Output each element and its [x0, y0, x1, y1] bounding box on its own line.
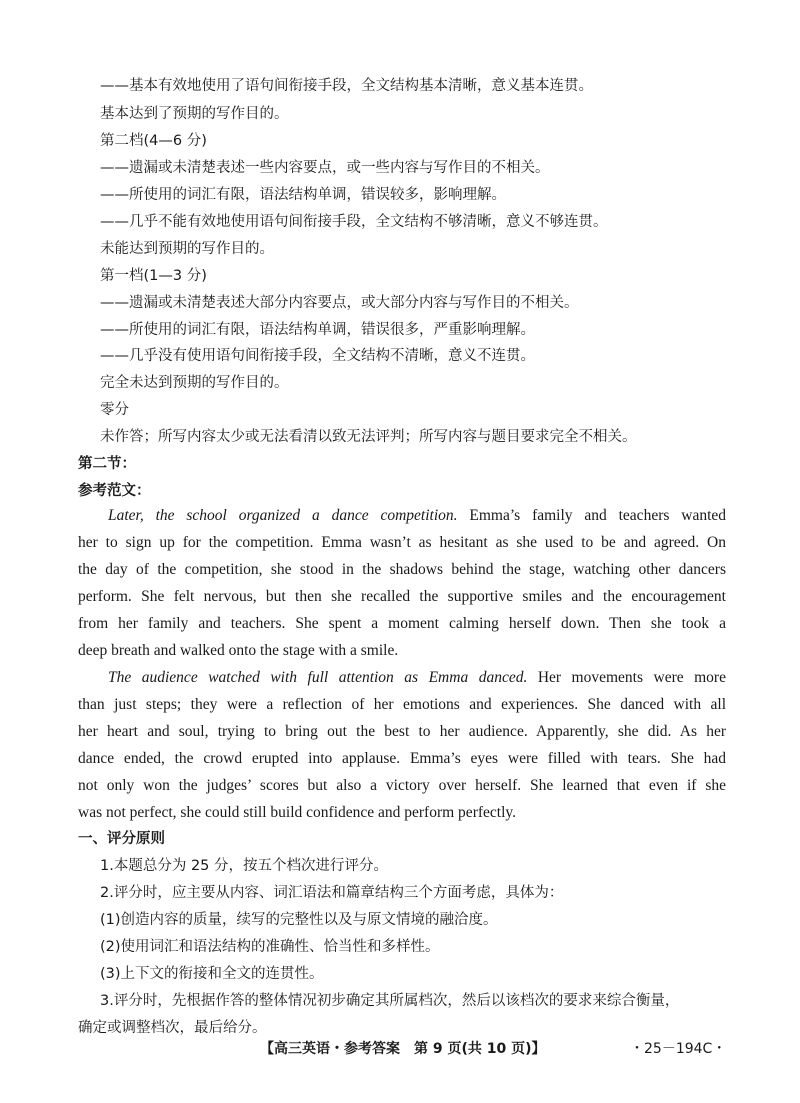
- grade1-criterion-content: ——遗漏或未清楚表述大部分内容要点，或大部分内容与写作目的不相关。: [100, 295, 579, 311]
- grade0-description: 未作答；所写内容太少或无法看清以致无法评判；所写内容与题目要求完全不相关。: [100, 429, 637, 445]
- principle-total-score: 1.本题总分为 25 分，按五个档次进行评分。: [100, 858, 389, 874]
- grade1-criterion-coherence: ——几乎没有使用语句间衔接手段，全文结构不清晰，意义不连贯。: [100, 348, 535, 364]
- given-opening-sentence: The audience watched with full attention as Emma danced.: [108, 669, 528, 686]
- grade3-criterion-coherence: ——基本有效地使用了语句间衔接手段，全文结构基本清晰，意义基本连贯。: [100, 78, 593, 94]
- paragraph-line: than just steps; they were a reflection of her emotions and experiences. She danced with all: [78, 696, 726, 713]
- page-footer: [0, 1038, 800, 1060]
- principle-aspects: 2.评分时，应主要从内容、词汇语法和篇章结构三个方面考虑，具体为：: [100, 885, 564, 901]
- grade2-criterion-language: ——所使用的词汇有限，语法结构单调，错误较多，影响理解。: [100, 187, 506, 203]
- paragraph-line: from her family and teachers. She spent a moment calming herself down. Then she took a: [78, 615, 726, 632]
- grade2-title: 第二档(4—6 分): [100, 133, 207, 149]
- paragraph-line: The audience watched with full attention as Emma danced. Her movements were more: [108, 669, 726, 686]
- paragraph-line: perform. She felt nervous, but then she recalled the supportive smiles and the encouragement: [78, 588, 726, 605]
- paragraph-line: dance ended, the crowd erupted into applause. Emma’s eyes were filled with tears. She had: [78, 750, 726, 767]
- paragraph-line: the day of the competition, she stood in the shadows behind the stage, watching other dancers: [78, 561, 726, 578]
- grade2-criterion-coherence: ——几乎不能有效地使用语句间衔接手段，全文结构不够清晰，意义不够连贯。: [100, 214, 608, 230]
- grade1-summary: 完全未达到预期的写作目的。: [100, 375, 289, 391]
- footer-exam-code: ・25－194C・: [630, 1041, 727, 1057]
- principle-procedure-continued: 确定或调整档次，最后给分。: [78, 1020, 267, 1036]
- paragraph-line: not only won the judges’ scores but also a victory over herself. She learned that even if she: [78, 777, 726, 794]
- grade3-summary: 基本达到了预期的写作目的。: [100, 106, 289, 122]
- principle-aspect-coherence: (3)上下文的衔接和全文的连贯性。: [100, 966, 324, 982]
- principle-aspect-content: (1)创造内容的质量，续写的完整性以及与原文情境的融洽度。: [100, 912, 498, 928]
- paragraph-line: was not perfect, she could still build confidence and perform perfectly.: [78, 804, 517, 821]
- given-opening-sentence: Later, the school organized a dance competition.: [108, 507, 458, 524]
- paragraph-line: deep breath and walked onto the stage with a smile.: [78, 642, 399, 659]
- principle-aspect-language: (2)使用词汇和语法结构的准确性、恰当性和多样性。: [100, 939, 440, 955]
- section2-heading: 第二节：: [78, 456, 136, 472]
- paragraph-line: Later, the school organized a dance competition. Emma’s family and teachers wanted: [108, 507, 727, 524]
- paragraph-line: her heart and soul, trying to bring out the best to her audience. Apparently, she did. As her: [78, 723, 726, 740]
- grade2-summary: 未能达到预期的写作目的。: [100, 241, 274, 257]
- grade1-criterion-language: ——所使用的词汇有限，语法结构单调，错误很多，严重影响理解。: [100, 322, 535, 338]
- sample-essay-heading: 参考范文：: [78, 483, 151, 499]
- scoring-principles-heading: 一、评分原则: [78, 831, 165, 847]
- grade1-title: 第一档(1—3 分): [100, 268, 207, 284]
- principle-procedure: 3.评分时，先根据作答的整体情况初步确定其所属档次，然后以该档次的要求来综合衡量，: [100, 993, 680, 1009]
- footer-page-title: 【高三英语・参考答案 第 9 页(共 10 页)】: [260, 1041, 546, 1057]
- grade2-criterion-content: ——遗漏或未清楚表述一些内容要点，或一些内容与写作目的不相关。: [100, 160, 550, 176]
- grade0-title: 零分: [100, 402, 129, 418]
- paragraph-line: her to sign up for the competition. Emma wasn’t as hesitant as she used to be and agreed. On: [78, 534, 726, 551]
